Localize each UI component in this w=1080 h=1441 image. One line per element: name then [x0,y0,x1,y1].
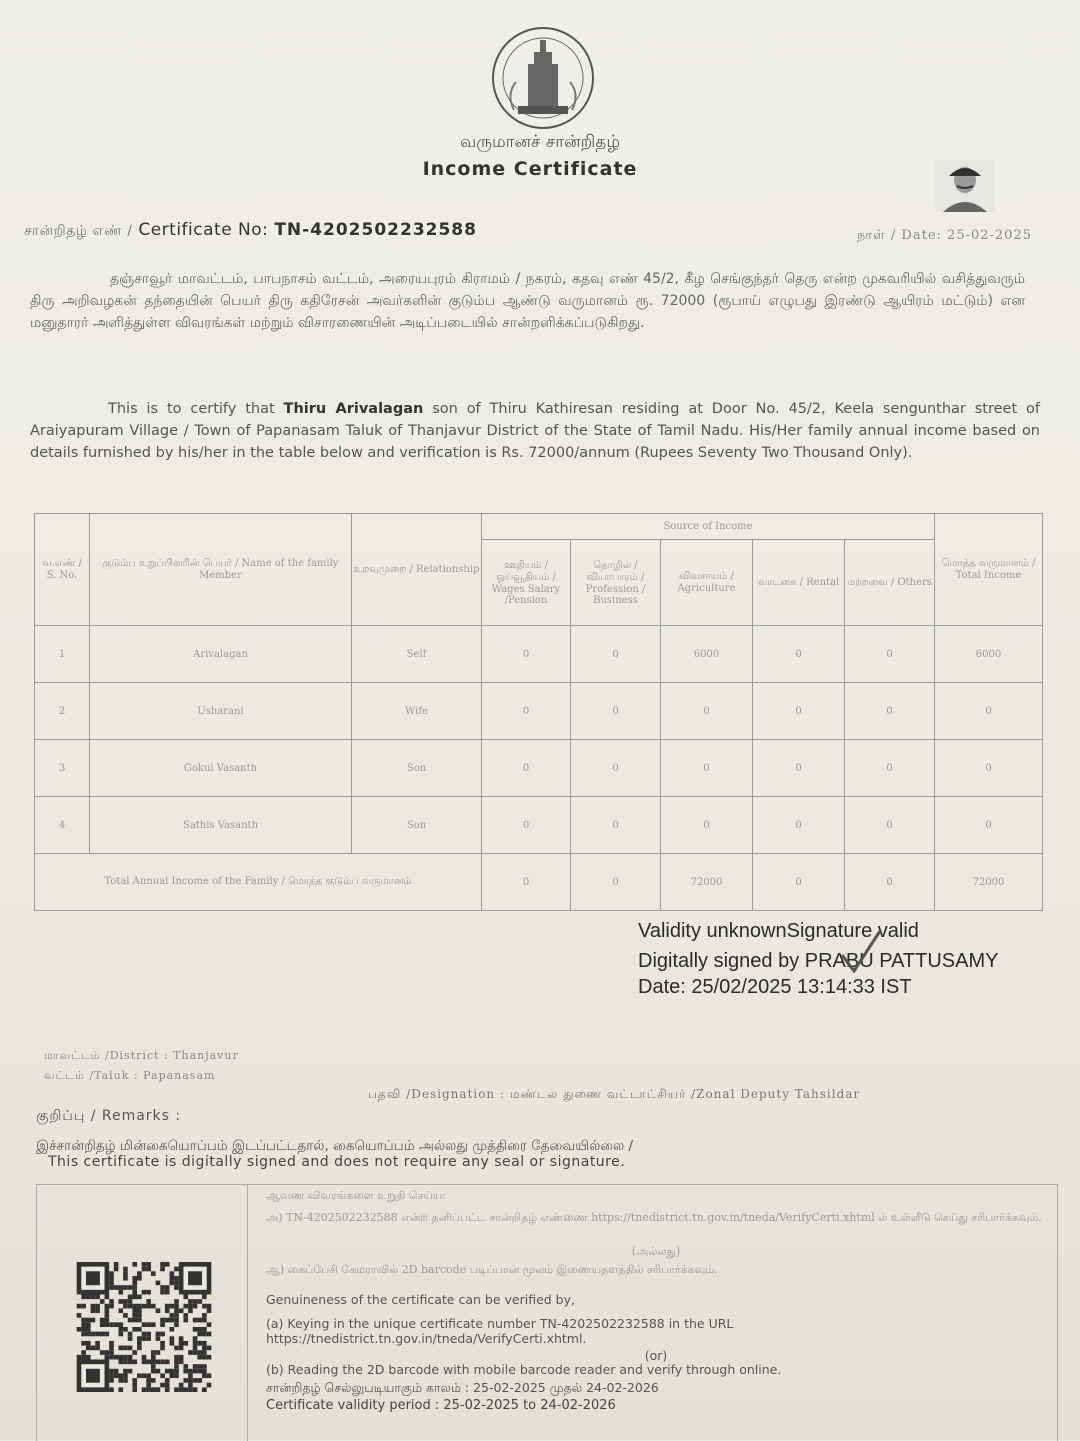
verify-ta-a: அ) TN-4202502232588 என்ற தனிப்பட்ட சான்றிதழ் எண்ணை https://tnedistrict.tn.gov.in/tneda/VerifyCerti.xhtml ல் உள்ளீடு செய்து சரிபார்க்கவும். [266,1211,1042,1224]
col-header-relationship: உறவுமுறை / Relationship [352,514,482,626]
cell-others: 0 [845,797,935,854]
income-table [34,513,1043,911]
english-paragraph [30,398,1040,464]
tamil-paragraph: தஞ்சாவூர் மாவட்டம், பாபநாசம் வட்டம், அரையபுரம் கிராமம் / நகரம், கதவு எண் 45/2, கீழ செங்குந்தர் தெரு என்ற முகவரியில் வசித்துவரும் திரு அறிவழகன் தந்தையின் பெயர் திரு கதிரேசன் அவர்களின் குடும்ப ஆண்டு வருமானம் ரூ. 72000 (ரூபாய் எழுபது இரண்டு ஆயிரம் மட்டும்) என மனுதாரர் அளித்துள்ள விவரங்கள் மற்றும் விசாரணையின் அடிப்படையில் சான்றளிக்கப்படுகிறது. [30,271,1025,331]
col-header-agriculture: விவசாயம் / Agriculture [661,540,753,626]
tamil-nadu-emblem-icon [478,24,608,132]
cell-total: 6000 [935,626,1043,683]
en-para-part1: This is to certify that [108,401,284,417]
cert-number-label-en: Certificate No: [138,220,269,240]
cell-wages: 0 [482,797,571,854]
cell-profession: 0 [571,626,661,683]
cell-sno: 4 [35,797,90,854]
cell-agriculture: 0 [661,683,753,740]
col-header-name: குடும்ப உறுப்பினரின் பெயர் / Name of the family Member [90,514,352,626]
designation: பதவி /Designation : மண்டல துணை வட்டாட்சியர் /Zonal Deputy Tahsildar [368,1087,861,1101]
table-total-row [35,854,1043,911]
total-label: Total Annual Income of the Family / மொத்த குடும்ப வருமானம் [35,854,482,911]
cert-number-label-ta: சான்றிதழ் எண் / [24,223,133,239]
signature-signer: Digitally signed by PRABU PATTUSAMY [638,950,999,972]
cell-relationship: Son [352,797,482,854]
cell-sno: 1 [35,626,90,683]
date-value: 25-02-2025 [947,228,1032,243]
applicant-name: Thiru Arivalagan [283,401,424,417]
cell-total: 0 [935,740,1043,797]
col-header-profession: தொழில் / வியாபாரம் / Profession / Business [571,540,661,626]
table-row [35,740,1043,797]
cell-rental: 0 [753,740,845,797]
verification-divider [247,1185,248,1441]
cell-agriculture: 6000 [661,626,753,683]
col-header-rental: வாடகை / Rental [753,540,845,626]
title-english: Income Certificate [422,158,638,180]
remarks-english: This certificate is digitally signed and does not require any seal or signature. [48,1154,626,1170]
cell-total: 0 [935,797,1043,854]
cell-others: 0 [845,740,935,797]
cell-sno: 2 [35,683,90,740]
cell-relationship: Son [352,740,482,797]
cell-wages: 0 [482,740,571,797]
cell-total: 0 [935,683,1043,740]
cell-name: Sathis Vasanth [90,797,352,854]
col-header-total: மொத்த வருமானம் / Total Income [935,514,1043,626]
remarks-tamil: இச்சான்றிதழ் மின்கையொப்பம் இடப்பட்டதால், கையொப்பம் அல்லது முத்திரை தேவையில்லை / [36,1138,634,1154]
cell-profession: 0 [571,740,661,797]
col-header-wages: ஊதியம் / ஓய்வூதியம் / Wages Salary /Pension [482,540,571,626]
cell-rental: 0 [753,683,845,740]
table-row [35,626,1043,683]
cell-agriculture: 0 [661,740,753,797]
cell-agriculture: 0 [661,797,753,854]
cert-number-value: TN-4202502232588 [274,220,477,240]
total-others: 0 [845,854,935,911]
remarks-label: குறிப்பு / Remarks : [36,1108,182,1124]
cell-profession: 0 [571,797,661,854]
total-profession: 0 [571,854,661,911]
cell-others: 0 [845,626,935,683]
table-row [35,797,1043,854]
cell-name: Gokul Vasanth [90,740,352,797]
col-header-sources: Source of Income [482,514,935,540]
title-tamil: வருமானச் சான்றிதழ் [459,132,621,152]
cell-rental: 0 [753,797,845,854]
district: மாவட்டம் /District : Thanjavur [44,1049,239,1062]
cell-wages: 0 [482,683,571,740]
certificate-number [24,220,477,241]
qr-code-icon [76,1262,212,1392]
cell-profession: 0 [571,683,661,740]
taluk: வட்டம் /Taluk : Papanasam [44,1069,216,1082]
cell-rental: 0 [753,626,845,683]
cell-sno: 3 [35,740,90,797]
total-rental: 0 [753,854,845,911]
verify-validity-en: Certificate validity period : 25-02-2025 to 24-02-2026 [266,1398,616,1413]
date-label: நாள் / Date: [856,228,942,243]
table-row [35,683,1043,740]
col-header-sno: வ.எண் / S. No. [35,514,90,626]
total-income: 72000 [935,854,1043,911]
verify-ta-or: (அல்லது) [631,1245,681,1258]
district-taluk [44,1046,239,1086]
certificate-date [857,228,1032,244]
cell-wages: 0 [482,626,571,683]
signature-check-icon [836,925,886,985]
verify-validity-ta: சான்றிதழ் செல்லுபடியாகும் காலம் : 25-02-2025 முதல் 24-02-2026 [266,1380,659,1395]
digital-signature [638,918,998,1000]
verify-en-head: Genuineness of the certificate can be verified by, [266,1292,575,1307]
en-para-part2: son of Thiru Kathiresan residing at Door No. 45/2, Keela sengunthar street of Araiyapuram Village / Town of Papanasam Taluk of Thanjavur District of the State of Tamil Nadu. His/Her family annual income based on details furnished by his/her in the table below and verification is Rs. 72000/annum (Rupees Seventy Two Thousand Only). [30,401,1040,461]
verify-ta-head: ஆவண விவரங்களை உறுதி செய்ய: [266,1189,447,1202]
verify-en-b: (b) Reading the 2D barcode with mobile barcode reader and verify through online. [266,1362,782,1377]
cell-others: 0 [845,683,935,740]
verify-en-a: (a) Keying in the unique certificate number TN-4202502232588 in the URL https://tnedistrict.tn.gov.in/tneda/VerifyCerti.xhtml. [266,1316,734,1346]
signature-date: Date: 25/02/2025 13:14:33 IST [638,976,912,998]
total-agriculture: 72000 [661,854,753,911]
cell-name: Arivalagan [90,626,352,683]
signature-validity: Validity unknownSignature valid [638,920,919,942]
verify-ta-b: ஆ) கைப்பேசி கேமராவில் 2D barcode படிப்பான் மூலம் இணையதளத்தில் சரிபார்க்கவும். [266,1263,718,1276]
total-wages: 0 [482,854,571,911]
cell-relationship: Wife [352,683,482,740]
verify-en-or: (or) [644,1348,668,1363]
cell-relationship: Self [352,626,482,683]
cell-name: Usharani [90,683,352,740]
applicant-photo-icon [935,160,995,212]
col-header-others: மற்றவை / Others [845,540,935,626]
